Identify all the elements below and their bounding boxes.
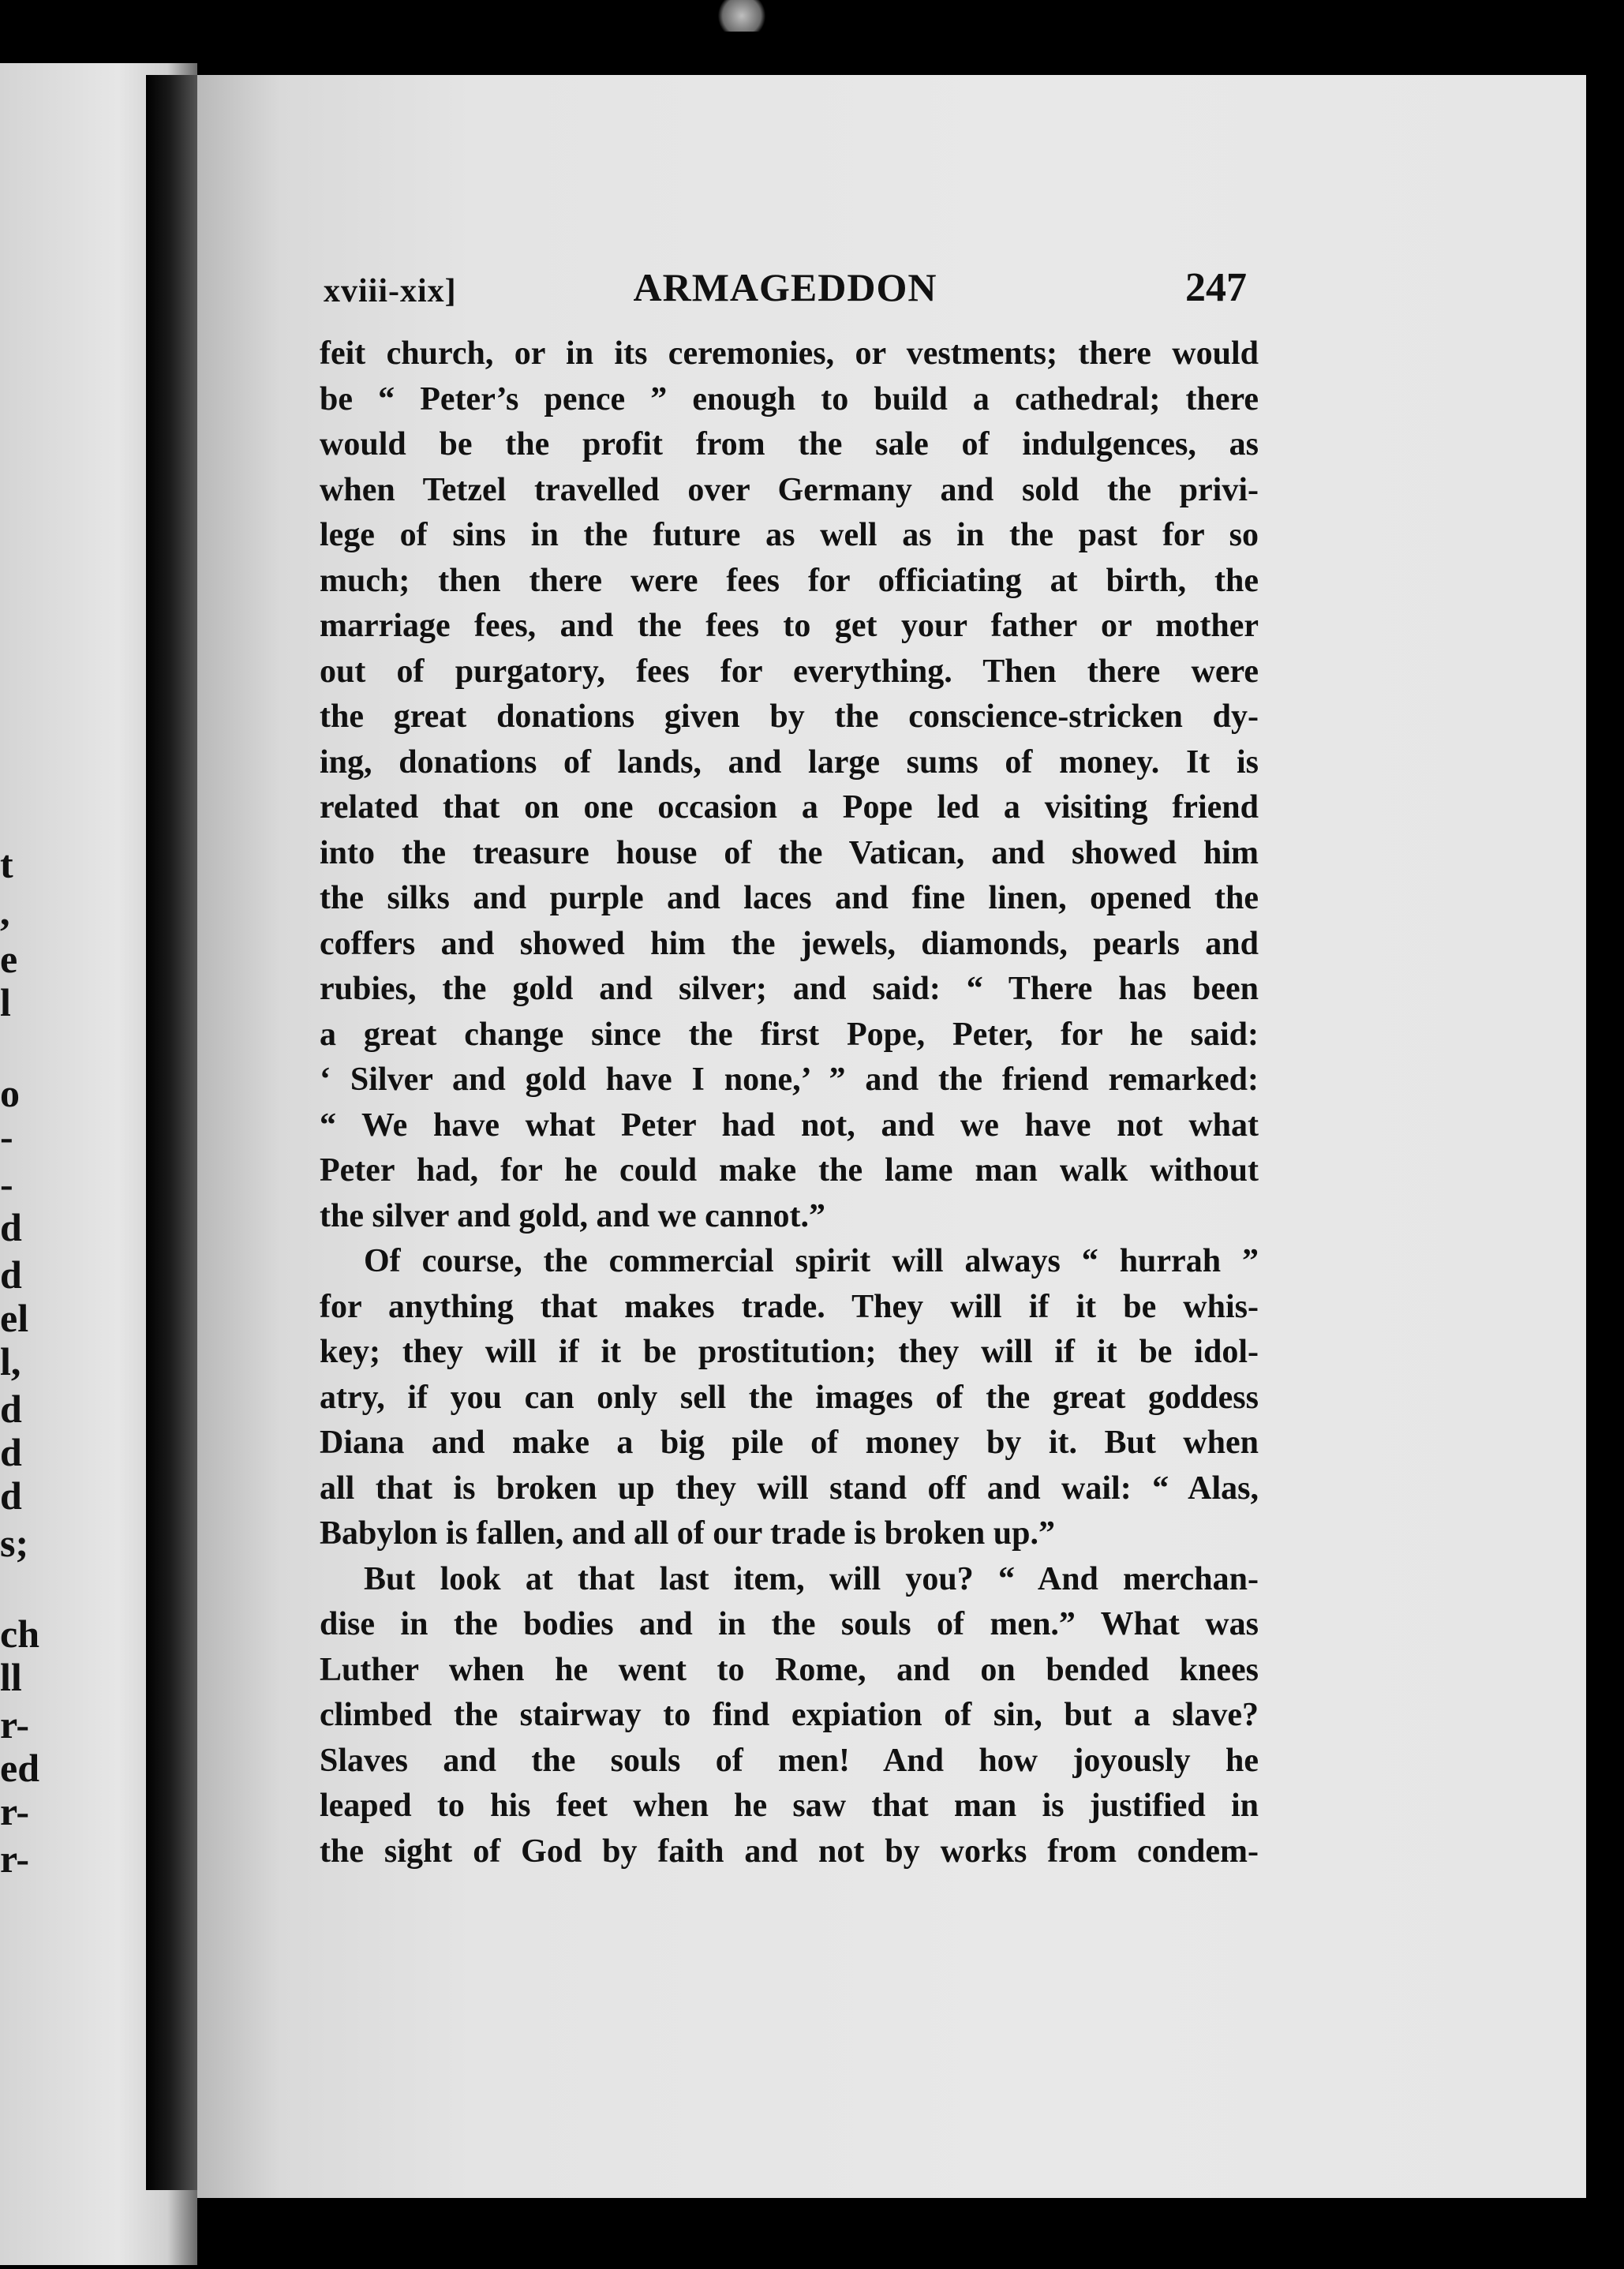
text-line: feit church, or in its ceremonies, or vestments; there would: [320, 335, 1259, 372]
text-line: Of course, the commercial spirit will always “ hurrah ”: [364, 1243, 1259, 1279]
text-line: lege of sins in the future as well as in the past for so: [320, 517, 1259, 553]
text-line: dise in the bodies and in the souls of men.” What was: [320, 1606, 1259, 1642]
text-line: a great change since the first Pope, Peter, for he said:: [320, 1016, 1259, 1053]
left-page-fragment: ll: [0, 1655, 22, 1699]
text-line: the silver and gold, and we cannot.”: [320, 1197, 825, 1234]
text-line: climbed the stairway to find expiation of sin, but a slave?: [320, 1697, 1259, 1733]
left-page-fragment: l,: [0, 1339, 21, 1383]
text-line: rubies, the gold and silver; and said: “ There has been: [320, 971, 1259, 1007]
left-page-fragment: e: [0, 937, 18, 981]
text-line: be “ Peter’s pence ” enough to build a cathedral; there: [320, 380, 1259, 417]
text-line: “ We have what Peter had not, and we have not what: [320, 1106, 1259, 1144]
text-line: the great donations given by the conscience-stricken dy-: [320, 698, 1259, 735]
text-line: much; then there were fees for officiating at birth, the: [320, 562, 1259, 599]
text-line: the sight of God by faith and not by works from condem-: [320, 1833, 1259, 1870]
text-line: atry, if you can only sell the images of the great goddess: [320, 1379, 1259, 1416]
left-page-fragment: d: [0, 1252, 22, 1297]
text-line: leaped to his feet when he saw that man is justified in: [320, 1788, 1259, 1824]
running-header: [324, 264, 1247, 320]
text-line: Slaves and the souls of men! And how joyously he: [320, 1742, 1259, 1779]
text-line: all that is broken up they will stand off and wail: “ Alas,: [320, 1470, 1259, 1507]
text-line: ‘ Silver and gold have I none,’ ” and the friend remarked:: [320, 1061, 1259, 1098]
left-page-fragment: r-: [0, 1702, 29, 1747]
text-line: key; they will if it be prostitution; they will if it be idol-: [320, 1334, 1259, 1370]
left-page-fragment: d: [0, 1387, 22, 1431]
text-line: Peter had, for he could make the lame man walk without: [320, 1152, 1259, 1189]
left-page-fragment: r-: [0, 1837, 29, 1881]
page-title: ARMAGEDDON: [633, 265, 937, 309]
left-page-fragment: d: [0, 1473, 22, 1518]
left-page-fragment: o: [0, 1071, 20, 1115]
text-line: out of purgatory, fees for everything. Then there were: [320, 653, 1259, 690]
scan-smudge: [714, 0, 769, 32]
text-line: But look at that last item, will you? “ And merchan-: [364, 1560, 1259, 1597]
text-line: for anything that makes trade. They will if it be whis-: [320, 1288, 1259, 1325]
left-page-fragment: t: [0, 842, 13, 886]
text-line: coffers and showed him the jewels, diamonds, pearls and: [320, 925, 1259, 962]
text-line: Babylon is fallen, and all of our trade is broken up.”: [320, 1515, 1055, 1552]
left-page-fragment: el: [0, 1296, 29, 1340]
left-page-fragment: r-: [0, 1789, 29, 1833]
left-page-fragment: ch: [0, 1612, 39, 1656]
left-page-fragment: ed: [0, 1746, 39, 1790]
left-page-fragment: -: [0, 1114, 13, 1159]
left-page-fragment: d: [0, 1205, 22, 1249]
text-line: ing, donations of lands, and large sums of money. It is: [320, 743, 1259, 781]
text-line: marriage fees, and the fees to get your father or mother: [320, 608, 1259, 644]
page-number: 247: [1185, 265, 1247, 310]
text-line: into the treasure house of the Vatican, and showed him: [320, 834, 1259, 871]
left-page-fragment: ,: [0, 889, 10, 934]
body-text: [320, 331, 1259, 1874]
text-line: Luther when he went to Rome, and on bended knees: [320, 1651, 1259, 1688]
text-line: the silks and purple and laces and fine linen, opened the: [320, 880, 1259, 916]
left-page-fragment: d: [0, 1430, 22, 1474]
text-line: related that on one occasion a Pope led a visiting friend: [320, 789, 1259, 826]
text-line: would be the profit from the sale of indulgences, as: [320, 426, 1259, 462]
text-line: when Tetzel travelled over Germany and sold the privi-: [320, 471, 1259, 508]
left-page-fragment: -: [0, 1162, 13, 1206]
left-page-fragment: l: [0, 980, 11, 1024]
text-line: Diana and make a big pile of money by it. But when: [320, 1425, 1259, 1461]
chapter-reference: xviii-xix]: [324, 273, 457, 309]
left-page-fragment: s;: [0, 1521, 29, 1565]
